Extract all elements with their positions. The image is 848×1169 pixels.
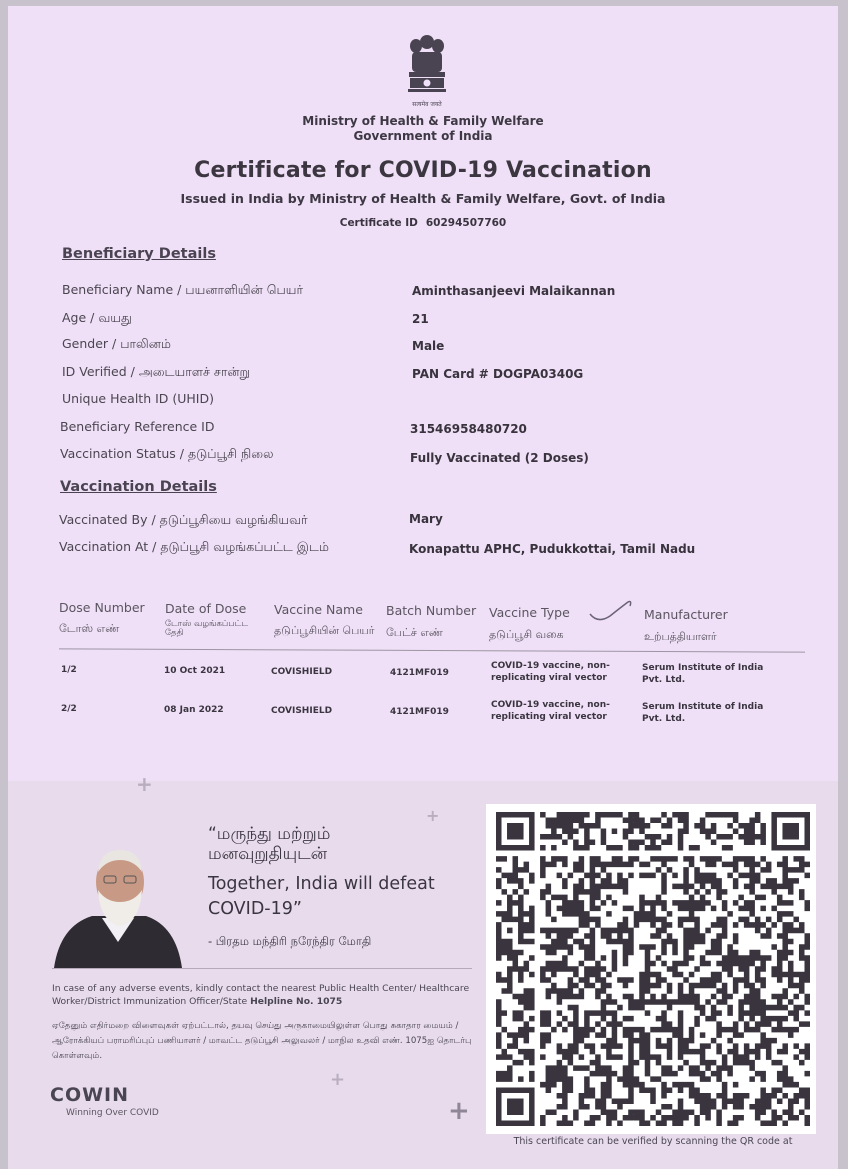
- col-vaccine-type: Vaccine Type: [489, 605, 570, 620]
- national-emblem-icon: [404, 32, 450, 110]
- quote-tamil: “மருந்து மற்றும் மனவுறுதியுடன்: [208, 824, 331, 864]
- beneficiary-name-label: Beneficiary Name / பயனாளியின் பெயர்: [62, 282, 303, 297]
- qr-modules: [496, 812, 810, 1126]
- adverse-events-notice: In case of any adverse events, kindly contact the nearest Public Health Center/ Healthcare Worker/District Immunization Officer/State Helpline No. 1075: [52, 983, 470, 1007]
- qr-code: [496, 812, 810, 1126]
- portrait-image: [50, 838, 190, 968]
- reference-id-value: 31546958480720: [410, 422, 527, 436]
- adverse-events-notice-tamil: ஏதேனும் எதிர்மறை விளைவுகள் ஏற்பட்டால், தயவு செய்து அருகாமையிலுள்ள பொது சுகாதார மையம் / ஆரோக்கியப் பராமரிப்புப் பணியாளர் / மாவட்ட தடுப்பூசி அலுவலர் / மாநில உதவி எண். 1075ஐ தொடர்பு கொள்ளவும்.: [52, 1021, 472, 1061]
- certificate-id-value: 60294507760: [425, 217, 507, 229]
- reference-id-label: Beneficiary Reference ID: [60, 419, 215, 434]
- col-vaccine-name-ta: தடுப்பூசியின் பெயர்: [274, 624, 375, 637]
- quote-attribution: - பிரதம மந்திரி நரேந்திர மோதி: [208, 934, 372, 948]
- gender-value: Male: [412, 339, 445, 353]
- col-manufacturer-ta: உற்பத்தியாளர்: [644, 630, 717, 643]
- decorative-plus-icon: +: [136, 772, 153, 796]
- government-name: Government of India: [353, 129, 493, 143]
- vaccinated-by-value: Mary: [409, 512, 443, 526]
- uhid-label: Unique Health ID (UHID): [62, 391, 214, 406]
- quote-english: Together, India will defeat COVID-19”: [208, 874, 435, 919]
- ministry-name: Ministry of Health & Family Welfare: [302, 114, 544, 128]
- vaccinated-by-label: Vaccinated By / தடுப்பூசியை வழங்கியவர்: [59, 512, 308, 527]
- certificate-page: सत्यमेव जयते Ministry of Health & Family Welfare Government of India Certificate for COVID-19 Vaccination Issued in India by Ministry of Health & Family Welfare, Govt. of India Certificate ID 60294507760 Beneficiary Details Beneficiary Name / பயனாளியின் பெயர் Aminthasanjeevi Malaikannan Age / வயது 21 Gender / பாலினம் Male ID Verified / அடையாளச் சான்று PAN Card # DOGPA0340G Unique Health ID (UHID) Beneficiary Reference ID 31546958480720 Vaccination Status / தடுப்பூசி நிலை Fully Vaccinated (2 Doses) Vaccination Details Vaccinated By / தடுப்பூசியை வழங்கியவர் Mary Vaccination At / தடுப்பூசி வழங்கப்பட்ட இடம் Konapattu APHC, Pudukkottai, Tamil Nadu Dose Number டோஸ் எண் Date of Dose டோஸ் வழங்கப்பட்ட தேதி Vaccine Name தடுப்பூசியின் பெயர் Batch Number பேட்ச் எண் Vaccine Type தடுப்பூசி வகை Manufacturer உற்பத்தியாளர் 1/2 10 Oct 2021 COVISHIELD 4121MF019 COVID-19 vaccine, non-replicating viral vector Serum Institute of India Pvt. Ltd. 2/2 08 Jan 2022 COVISHIELD 4121MF019 COVID-19 vaccine, non-replicating viral vector Serum Institute of India Pvt. Ltd. + + + + “மருந்து மற்றும் மனவுறுதியுடன் Together, India will defeat COVID-19” - பிரதம மந்திரி நரேந்திர மோதி In case of any adverse events, kindly contact the nearest Public Health Center/ Healthcare Worker/District Immunization Officer/State Helpline No. 1075 ஏதேனும் எதிர்மறை விளைவுகள் ஏற்பட்டால், தயவு செய்து அருகாமையிலுள்ள பொது சுகாதார மையம் / ஆரோக்கியப் பராமரிப்புப் பணியாளர் / மாவட்ட தடுப்பூசி அலுவலர் / மாநில உதவி எண். 1075ஐ தொடர்பு கொள்ளவும். COWIN Winning Over COVID This certificate can be verified by scanning the QR code at: [8, 6, 838, 1169]
- vaccination-at-label: Vaccination At / தடுப்பூசி வழங்கப்பட்ட இடம்: [59, 539, 329, 554]
- helpline-number: Helpline No. 1075: [250, 996, 343, 1007]
- vaccination-section-heading: Vaccination Details: [60, 479, 217, 495]
- col-manufacturer: Manufacturer: [644, 607, 728, 622]
- age-value: 21: [412, 312, 429, 326]
- col-vaccine-type-ta: தடுப்பூசி வகை: [489, 628, 564, 641]
- id-verified-label: ID Verified / அடையாளச் சான்று: [62, 364, 250, 379]
- verification-note: This certificate can be verified by scanning the QR code at: [513, 1136, 793, 1147]
- table-divider: [59, 648, 805, 652]
- certificate-id: [8, 217, 838, 229]
- beneficiary-section-heading: Beneficiary Details: [62, 246, 216, 262]
- page-subtitle: Issued in India by Ministry of Health & Family Welfare, Govt. of India: [180, 191, 666, 206]
- col-vaccine-name: Vaccine Name: [274, 602, 363, 617]
- decorative-plus-icon: +: [426, 806, 440, 825]
- vaccination-at-value: Konapattu APHC, Pudukkottai, Tamil Nadu: [409, 542, 696, 556]
- decorative-plus-icon: +: [330, 1069, 346, 1090]
- cowin-logo: COWIN: [50, 1084, 130, 1106]
- vaccination-status-value: Fully Vaccinated (2 Doses): [410, 451, 589, 465]
- beneficiary-name-value: Aminthasanjeevi Malaikannan: [412, 284, 616, 298]
- gender-label: Gender / பாலினம்: [62, 336, 171, 351]
- certificate-id-label: Certificate ID: [339, 217, 418, 229]
- id-verified-value: PAN Card # DOGPA0340G: [412, 367, 584, 381]
- col-date-of-dose-ta: டோஸ் வழங்கப்பட்ட தேதி: [165, 619, 249, 638]
- col-dose-number-ta: டோஸ் எண்: [59, 622, 120, 635]
- col-date-of-dose: Date of Dose: [165, 601, 247, 616]
- col-batch-number-ta: பேட்ச் எண்: [386, 626, 443, 639]
- svg-text:सत्यमेव जयते: सत्यमेव जयते: [412, 101, 442, 108]
- banner-divider: [52, 968, 472, 969]
- cowin-tagline: Winning Over COVID: [66, 1108, 159, 1118]
- age-label: Age / வயது: [62, 310, 132, 325]
- pen-mark: [586, 596, 636, 626]
- decorative-plus-icon: +: [448, 1096, 470, 1126]
- col-batch-number: Batch Number: [386, 603, 477, 618]
- col-dose-number: Dose Number: [59, 600, 145, 615]
- page-title: Certificate for COVID-19 Vaccination: [194, 158, 652, 183]
- vaccination-status-label: Vaccination Status / தடுப்பூசி நிலை: [60, 446, 274, 461]
